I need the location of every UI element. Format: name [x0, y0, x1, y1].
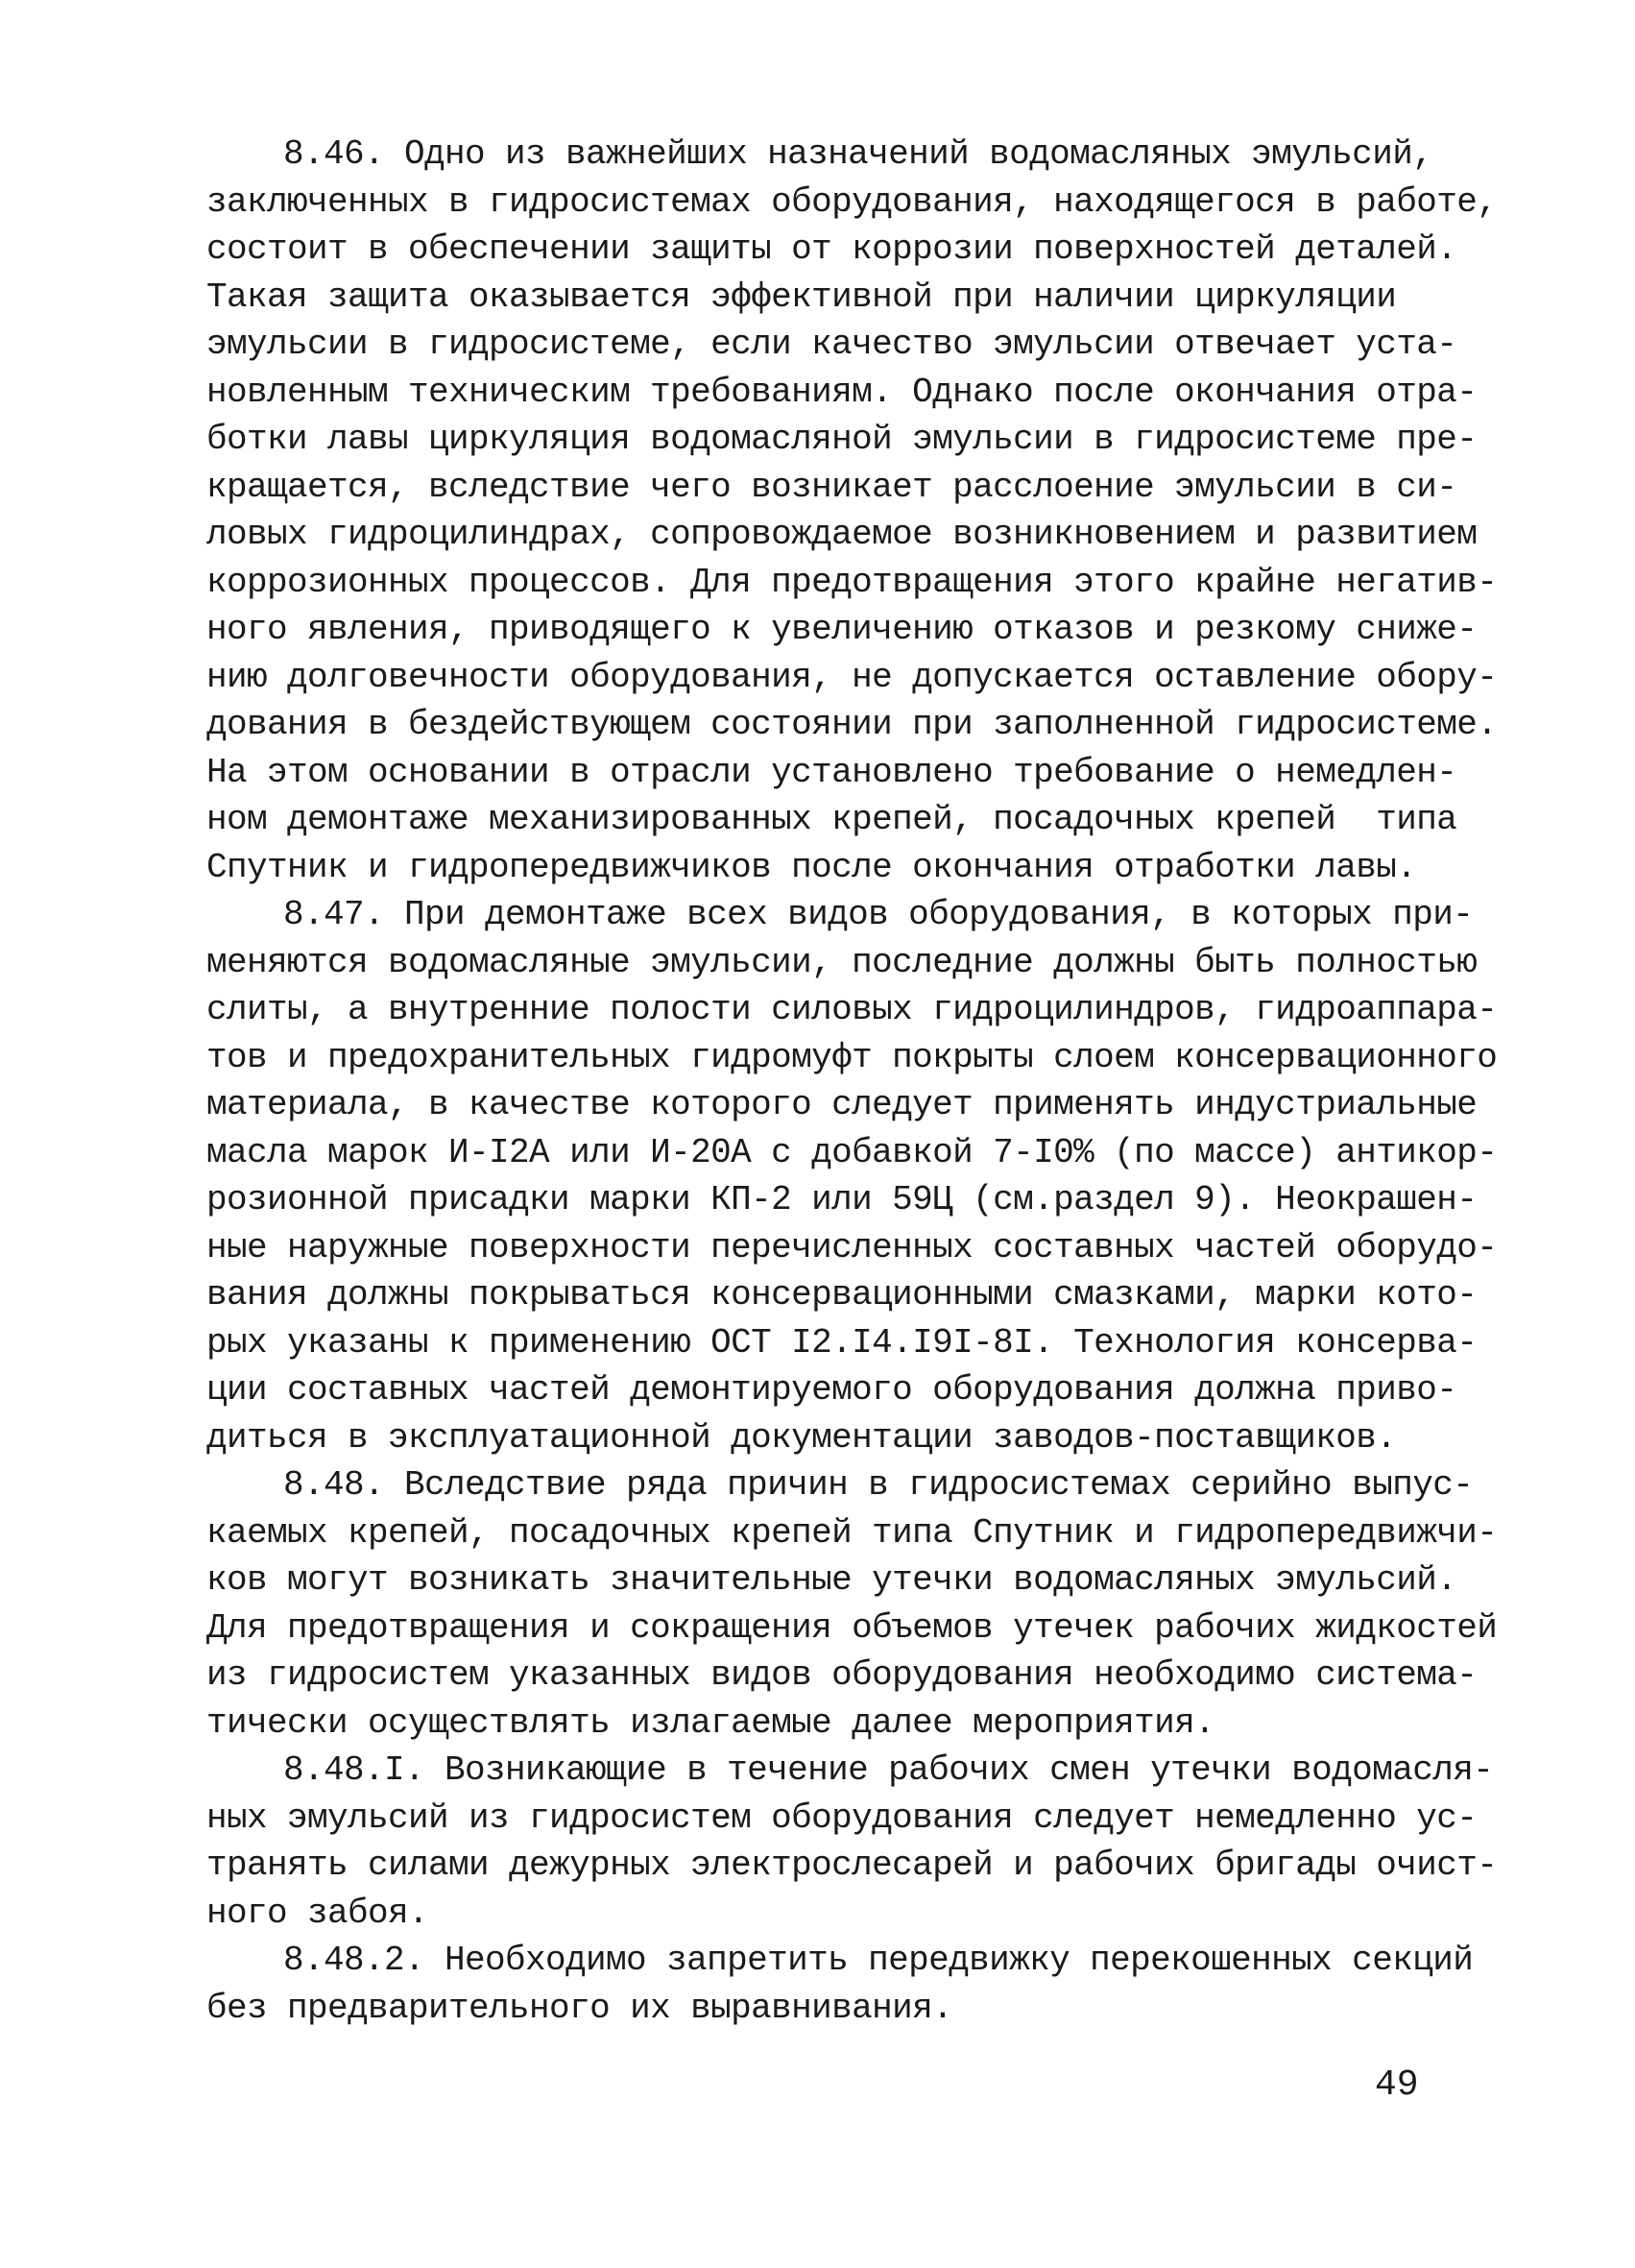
text-line: новленным техническим требованиям. Однако после окончания отра-: [206, 372, 1478, 412]
text-line: ции составных частей демонтируемого оборудования должна приво-: [206, 1370, 1457, 1410]
text-line: ловых гидроцилиндрах, сопровождаемое возникновением и развитием: [206, 515, 1478, 554]
paragraph-8-46: [206, 131, 1498, 891]
text-line: заключенных в гидросистемах оборудования, находящегося в работе,: [206, 181, 1498, 222]
text-line: 8.46. Одно из важнейших назначений водомасляных эмульсий,: [283, 134, 1433, 174]
text-line: нию долговечности оборудования, не допускается оставление обору-: [206, 657, 1498, 697]
text-line: дования в бездействующем состоянии при заполненной гидросистеме.: [206, 705, 1498, 744]
body-text: [206, 131, 1498, 2032]
text-line: ного забоя.: [206, 1893, 429, 1933]
text-line: тически осуществлять излагаемые далее мероприятия.: [206, 1702, 1215, 1743]
text-line: 8.47. При демонтаже всех видов оборудования, в которых при-: [283, 895, 1474, 934]
text-line: Такая защита оказывается эффективной при наличии циркуляции: [206, 277, 1397, 317]
text-line: ных эмульсий из гидросистем оборудования следует немедленно ус-: [206, 1798, 1478, 1838]
text-line: ном демонтаже механизированных крепей, посадочных крепей типа: [206, 800, 1457, 839]
text-line: 8.48. Вследствие ряда причин в гидросистемах серийно выпус-: [283, 1465, 1474, 1505]
text-line: масла марок И-I2A или И-20А с добавкой 7-I0% (по массе) антикор-: [206, 1132, 1498, 1172]
text-line: 8.48.2. Необходимо запретить передвижку перекошенных секций: [283, 1941, 1474, 1980]
text-line: розионной присадки марки КП-2 или 59Ц (см.раздел 9). Неокрашен-: [206, 1180, 1478, 1219]
text-line: рых указаны к применению ОСТ I2.I4.I9I-8I. Технология консерва-: [206, 1322, 1478, 1363]
text-line: тов и предохранительных гидромуфт покрыты слоем консервационного: [206, 1037, 1498, 1077]
text-line: ков могут возникать значительные утечки водомасляных эмульсий.: [206, 1560, 1457, 1600]
text-line: транять силами дежурных электрослесарей и рабочих бригады очист-: [206, 1846, 1498, 1885]
text-line: 8.48.I. Возникающие в течение рабочих смен утечки водомасля-: [283, 1750, 1494, 1790]
text-line: ного явления, приводящего к увеличению отказов и резкому сниже-: [206, 610, 1478, 649]
text-line: меняются водомасляные эмульсии, последние должны быть полностью: [206, 942, 1478, 982]
text-line: диться в эксплуатационной документации заводов-поставщиков.: [206, 1417, 1397, 1458]
text-line: состоит в обеспечении защиты от коррозии поверхностей деталей.: [206, 229, 1457, 269]
paragraph-8-47: [206, 891, 1498, 1461]
text-line: На этом основании в отрасли установлено требование о немедлен-: [206, 752, 1457, 792]
text-line: ные наружные поверхности перечисленных составных частей оборудо-: [206, 1227, 1498, 1267]
text-line: каемых крепей, посадочных крепей типа Спутник и гидропередвижчи-: [206, 1512, 1498, 1553]
paragraph-8-48-2: [206, 1937, 1474, 2032]
text-line: эмульсии в гидросистеме, если качество эмульсии отвечает уста-: [206, 325, 1457, 364]
page-number: 49: [1375, 2064, 1419, 2106]
text-line: коррозионных процессов. Для предотвращения этого крайне негатив-: [206, 562, 1498, 602]
text-line: слиты, а внутренние полости силовых гидроцилиндров, гидроаппара-: [206, 990, 1498, 1029]
paragraph-8-48: [206, 1461, 1498, 1747]
text-line: ботки лавы циркуляция водомасляной эмульсии в гидросистеме пре-: [206, 420, 1478, 459]
text-line: Для предотвращения и сокращения объемов утечек рабочих жидкостей: [206, 1607, 1498, 1648]
text-line: без предварительного их выравнивания.: [206, 1988, 953, 2028]
text-line: вания должны покрываться консервационными смазками, марки кото-: [206, 1275, 1478, 1315]
text-line: из гидросистем указанных видов оборудования необходимо система-: [206, 1655, 1478, 1695]
paragraph-8-48-1: [206, 1747, 1498, 1937]
text-line: кращается, вследствие чего возникает расслоение эмульсии в си-: [206, 467, 1457, 507]
text-line: Спутник и гидропередвижчиков после окончания отработки лавы.: [206, 847, 1417, 887]
text-line: материала, в качестве которого следует применять индустриальные: [206, 1085, 1478, 1124]
